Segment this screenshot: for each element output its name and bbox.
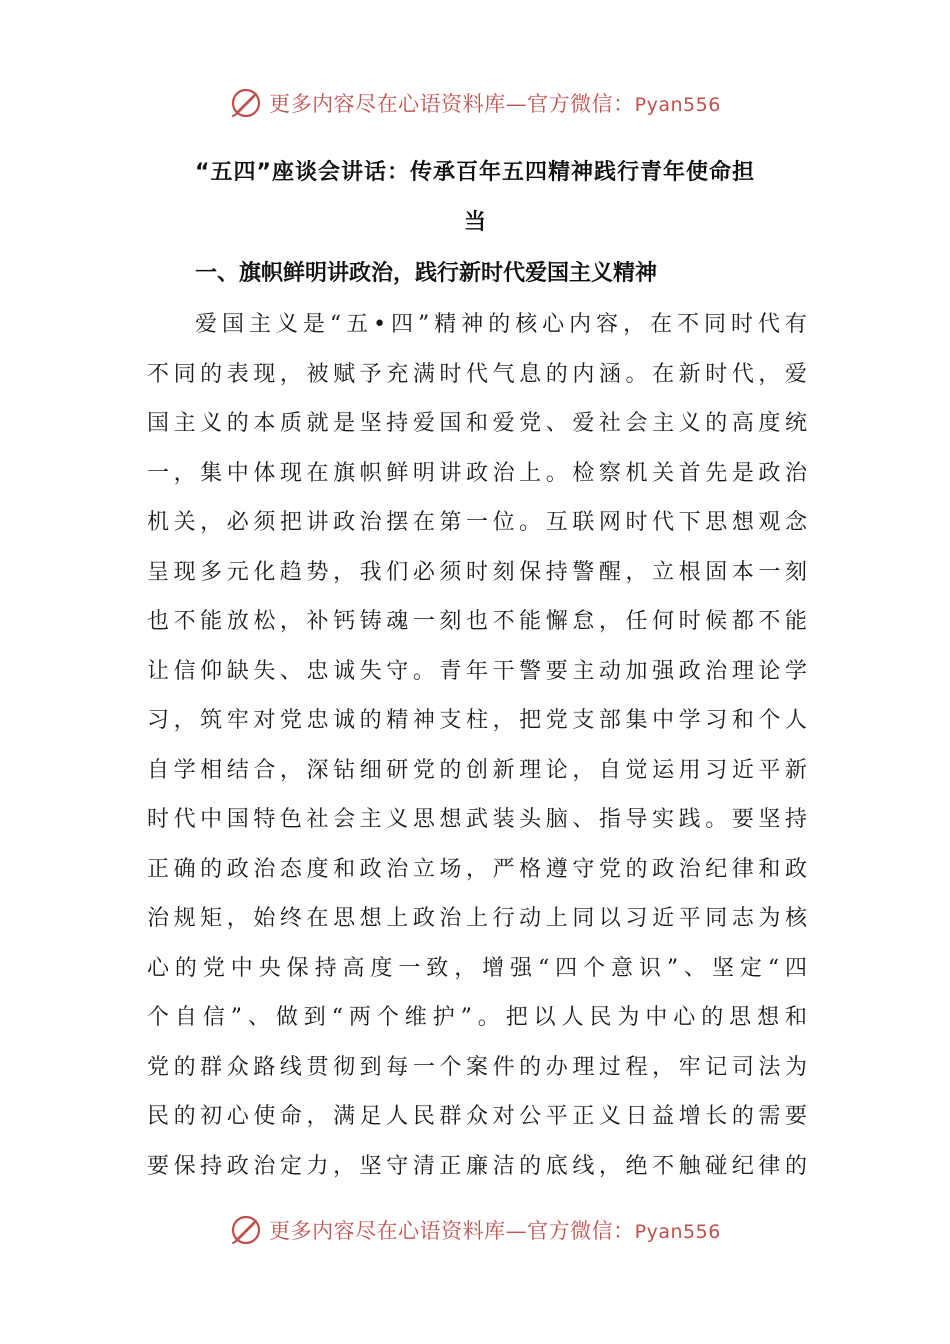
footer-watermark <box>0 1210 950 1250</box>
paragraph-line: 不同的表现，被赋予充满时代气息的内涵。在新时代，爱 <box>147 361 807 387</box>
paragraph-line: 呈现多元化趋势，我们必须时刻保持警醒，立根固本一刻 <box>147 559 807 585</box>
paragraph-line: 要保持政治定力，坚守清正廉洁的底线，绝不触碰纪律的 <box>147 1153 807 1179</box>
paragraph-line: 国主义的本质就是坚持爱国和爱党、爱社会主义的高度统 <box>147 411 807 436</box>
paragraph-line: 爱国主义是“五•四”精神的核心内容，在不同时代有 <box>195 312 807 337</box>
paragraph-line: 个自信”、做到“两个维护”。把以人民为中心的思想和 <box>147 1005 807 1030</box>
pen-circle-icon <box>229 86 263 120</box>
paragraph-line: 让信仰缺失、忠诚失守。青年干警要主动加强政治理论学 <box>147 658 807 684</box>
paragraph-line: 自学相结合，深钻细研党的创新理论，自觉运用习近平新 <box>147 757 807 783</box>
section-heading: 一、旗帜鲜明讲政治，践行新时代爱国主义精神 <box>195 261 658 286</box>
watermark-text <box>269 88 721 118</box>
paragraph-line: 习，筑牢对党忠诚的精神支柱，把党支部集中学习和个人 <box>147 708 807 733</box>
paragraph-line: 机关，必须把讲政治摆在第一位。互联网时代下思想观念 <box>147 510 807 535</box>
paragraph-line: 正确的政治态度和政治立场，严格遵守党的政治纪律和政 <box>147 856 807 882</box>
watermark-text <box>269 1215 721 1245</box>
document-title-line-1: “五四”座谈会讲话：传承百年五四精神践行青年使命担 <box>195 160 755 185</box>
watermark-label: 更多内容尽在心语资料库—官方微信： <box>269 1219 635 1243</box>
pen-circle-icon <box>229 1213 263 1247</box>
paragraph-line: 也不能放松，补钙铸魂一刻也不能懈怠，任何时候都不能 <box>147 609 807 634</box>
paragraph-line: 治规矩，始终在思想上政治上行动上同以习近平同志为核 <box>147 906 807 931</box>
watermark-wechat-id: Pyan556 <box>634 1221 721 1243</box>
paragraph-line: 民的初心使命，满足人民群众对公平正义日益增长的需要 <box>147 1104 807 1129</box>
watermark-wechat-id: Pyan556 <box>634 94 721 116</box>
paragraph-line: 党的群众路线贯彻到每一个案件的办理过程，牢记司法为 <box>147 1054 807 1080</box>
paragraph-line: 心的党中央保持高度一致，增强“四个意识”、坚定“四 <box>147 955 807 981</box>
paragraph-line: 时代中国特色社会主义思想武装头脑、指导实践。要坚持 <box>147 807 807 832</box>
header-watermark <box>0 83 950 123</box>
watermark-label: 更多内容尽在心语资料库—官方微信： <box>269 92 635 116</box>
paragraph-line: 一，集中体现在旗帜鲜明讲政治上。检察机关首先是政治 <box>147 460 807 486</box>
body-paragraph <box>147 300 807 1191</box>
document-title-line-2: 当 <box>463 210 486 235</box>
